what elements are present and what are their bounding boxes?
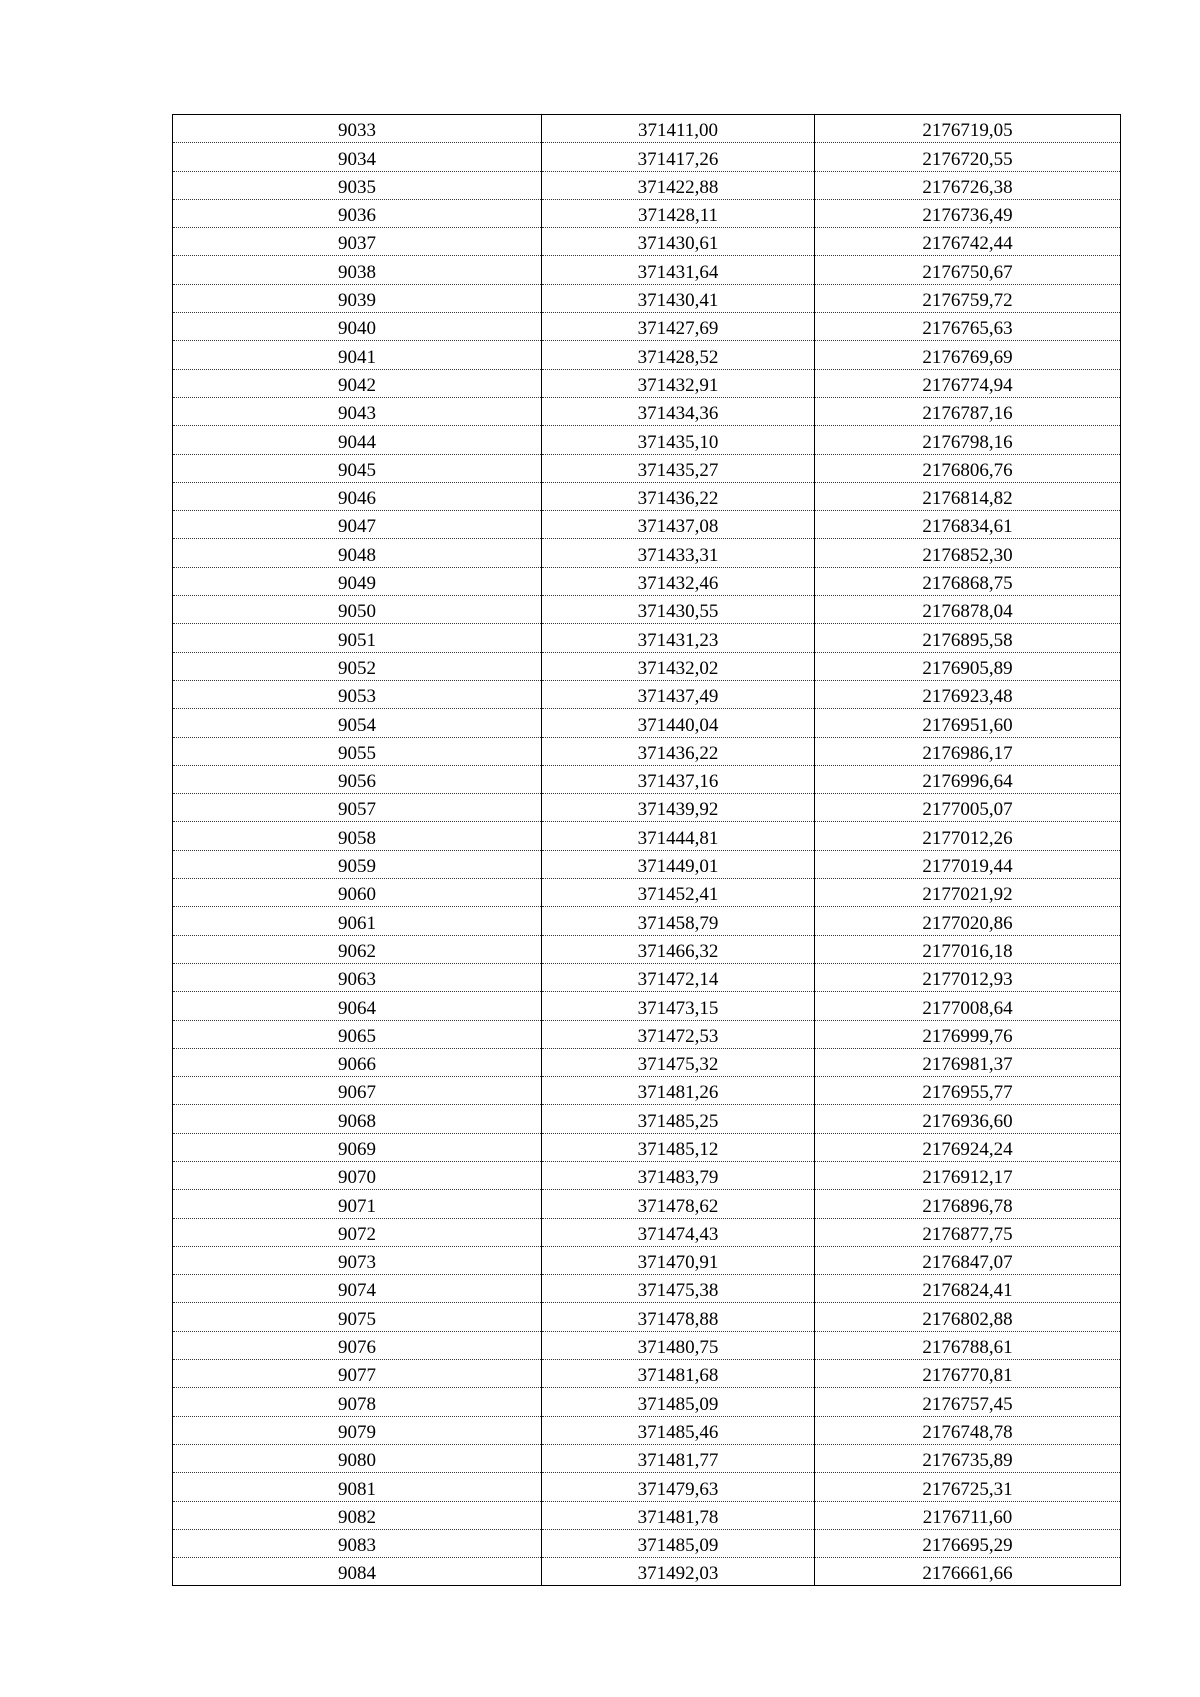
table-row xyxy=(173,850,1121,878)
y-coordinate-cell: 2176986,17 xyxy=(815,737,1121,765)
x-coordinate-cell: 371444,81 xyxy=(542,822,815,850)
y-coordinate-cell: 2177008,64 xyxy=(815,992,1121,1020)
point-number-cell: 9036 xyxy=(173,199,542,227)
point-number-cell: 9063 xyxy=(173,963,542,991)
x-coordinate-cell: 371485,46 xyxy=(542,1416,815,1444)
x-coordinate-cell: 371474,43 xyxy=(542,1218,815,1246)
point-number-cell: 9068 xyxy=(173,1105,542,1133)
x-coordinate-cell: 371422,88 xyxy=(542,171,815,199)
y-coordinate-cell: 2176834,61 xyxy=(815,511,1121,539)
y-coordinate-cell: 2176661,66 xyxy=(815,1558,1121,1586)
y-coordinate-cell: 2176774,94 xyxy=(815,369,1121,397)
y-coordinate-cell: 2177012,93 xyxy=(815,963,1121,991)
point-number-cell: 9084 xyxy=(173,1558,542,1586)
x-coordinate-cell: 371439,92 xyxy=(542,794,815,822)
x-coordinate-cell: 371437,16 xyxy=(542,765,815,793)
y-coordinate-cell: 2176742,44 xyxy=(815,228,1121,256)
point-number-cell: 9050 xyxy=(173,596,542,624)
point-number-cell: 9041 xyxy=(173,341,542,369)
point-number-cell: 9067 xyxy=(173,1077,542,1105)
point-number-cell: 9076 xyxy=(173,1331,542,1359)
x-coordinate-cell: 371449,01 xyxy=(542,850,815,878)
y-coordinate-cell: 2176725,31 xyxy=(815,1473,1121,1501)
point-number-cell: 9079 xyxy=(173,1416,542,1444)
point-number-cell: 9046 xyxy=(173,482,542,510)
x-coordinate-cell: 371478,88 xyxy=(542,1303,815,1331)
y-coordinate-cell: 2176770,81 xyxy=(815,1360,1121,1388)
x-coordinate-cell: 371430,41 xyxy=(542,284,815,312)
y-coordinate-cell: 2176757,45 xyxy=(815,1388,1121,1416)
x-coordinate-cell: 371430,61 xyxy=(542,228,815,256)
point-number-cell: 9069 xyxy=(173,1133,542,1161)
x-coordinate-cell: 371466,32 xyxy=(542,935,815,963)
x-coordinate-cell: 371428,52 xyxy=(542,341,815,369)
y-coordinate-cell: 2176852,30 xyxy=(815,539,1121,567)
table-row xyxy=(173,1246,1121,1274)
x-coordinate-cell: 371436,22 xyxy=(542,482,815,510)
x-coordinate-cell: 371428,11 xyxy=(542,199,815,227)
y-coordinate-cell: 2177005,07 xyxy=(815,794,1121,822)
x-coordinate-cell: 371481,78 xyxy=(542,1501,815,1529)
table-row xyxy=(173,1048,1121,1076)
table-row xyxy=(173,369,1121,397)
point-number-cell: 9073 xyxy=(173,1246,542,1274)
y-coordinate-cell: 2176895,58 xyxy=(815,624,1121,652)
point-number-cell: 9066 xyxy=(173,1048,542,1076)
x-coordinate-cell: 371472,14 xyxy=(542,963,815,991)
y-coordinate-cell: 2177016,18 xyxy=(815,935,1121,963)
y-coordinate-cell: 2176868,75 xyxy=(815,567,1121,595)
x-coordinate-cell: 371470,91 xyxy=(542,1246,815,1274)
y-coordinate-cell: 2176999,76 xyxy=(815,1020,1121,1048)
y-coordinate-cell: 2176936,60 xyxy=(815,1105,1121,1133)
table-row xyxy=(173,1077,1121,1105)
table-row xyxy=(173,1331,1121,1359)
x-coordinate-cell: 371434,36 xyxy=(542,397,815,425)
point-number-cell: 9077 xyxy=(173,1360,542,1388)
table-row xyxy=(173,1218,1121,1246)
y-coordinate-cell: 2176951,60 xyxy=(815,709,1121,737)
y-coordinate-cell: 2176759,72 xyxy=(815,284,1121,312)
x-coordinate-cell: 371435,10 xyxy=(542,426,815,454)
x-coordinate-cell: 371427,69 xyxy=(542,313,815,341)
x-coordinate-cell: 371485,09 xyxy=(542,1388,815,1416)
y-coordinate-cell: 2176996,64 xyxy=(815,765,1121,793)
table-row xyxy=(173,567,1121,595)
table-row xyxy=(173,737,1121,765)
x-coordinate-cell: 371430,55 xyxy=(542,596,815,624)
coordinates-table xyxy=(172,114,1121,1586)
table-row xyxy=(173,822,1121,850)
point-number-cell: 9048 xyxy=(173,539,542,567)
point-number-cell: 9075 xyxy=(173,1303,542,1331)
table-row xyxy=(173,1105,1121,1133)
y-coordinate-cell: 2176765,63 xyxy=(815,313,1121,341)
table-row xyxy=(173,1360,1121,1388)
table-row xyxy=(173,115,1121,143)
y-coordinate-cell: 2177020,86 xyxy=(815,907,1121,935)
y-coordinate-cell: 2176736,49 xyxy=(815,199,1121,227)
point-number-cell: 9038 xyxy=(173,256,542,284)
point-number-cell: 9056 xyxy=(173,765,542,793)
table-row xyxy=(173,596,1121,624)
x-coordinate-cell: 371481,26 xyxy=(542,1077,815,1105)
x-coordinate-cell: 371431,64 xyxy=(542,256,815,284)
table-row xyxy=(173,1501,1121,1529)
table-row xyxy=(173,511,1121,539)
point-number-cell: 9083 xyxy=(173,1529,542,1557)
y-coordinate-cell: 2176912,17 xyxy=(815,1161,1121,1189)
y-coordinate-cell: 2176769,69 xyxy=(815,341,1121,369)
y-coordinate-cell: 2177019,44 xyxy=(815,850,1121,878)
y-coordinate-cell: 2177012,26 xyxy=(815,822,1121,850)
point-number-cell: 9080 xyxy=(173,1444,542,1472)
y-coordinate-cell: 2176847,07 xyxy=(815,1246,1121,1274)
table-row xyxy=(173,143,1121,171)
x-coordinate-cell: 371481,77 xyxy=(542,1444,815,1472)
point-number-cell: 9053 xyxy=(173,680,542,708)
point-number-cell: 9051 xyxy=(173,624,542,652)
table-row xyxy=(173,992,1121,1020)
point-number-cell: 9057 xyxy=(173,794,542,822)
x-coordinate-cell: 371485,25 xyxy=(542,1105,815,1133)
x-coordinate-cell: 371481,68 xyxy=(542,1360,815,1388)
x-coordinate-cell: 371485,12 xyxy=(542,1133,815,1161)
y-coordinate-cell: 2176798,16 xyxy=(815,426,1121,454)
point-number-cell: 9034 xyxy=(173,143,542,171)
x-coordinate-cell: 371431,23 xyxy=(542,624,815,652)
x-coordinate-cell: 371411,00 xyxy=(542,115,815,143)
coordinates-table-body xyxy=(173,115,1121,1586)
table-row xyxy=(173,482,1121,510)
x-coordinate-cell: 371433,31 xyxy=(542,539,815,567)
x-coordinate-cell: 371452,41 xyxy=(542,879,815,907)
table-row xyxy=(173,228,1121,256)
y-coordinate-cell: 2176905,89 xyxy=(815,652,1121,680)
x-coordinate-cell: 371473,15 xyxy=(542,992,815,1020)
x-coordinate-cell: 371479,63 xyxy=(542,1473,815,1501)
point-number-cell: 9039 xyxy=(173,284,542,312)
point-number-cell: 9047 xyxy=(173,511,542,539)
table-row xyxy=(173,1190,1121,1218)
x-coordinate-cell: 371440,04 xyxy=(542,709,815,737)
point-number-cell: 9065 xyxy=(173,1020,542,1048)
y-coordinate-cell: 2176695,29 xyxy=(815,1529,1121,1557)
table-row xyxy=(173,1529,1121,1557)
table-row xyxy=(173,794,1121,822)
x-coordinate-cell: 371492,03 xyxy=(542,1558,815,1586)
point-number-cell: 9071 xyxy=(173,1190,542,1218)
y-coordinate-cell: 2176788,61 xyxy=(815,1331,1121,1359)
point-number-cell: 9081 xyxy=(173,1473,542,1501)
table-row xyxy=(173,171,1121,199)
table-row xyxy=(173,284,1121,312)
x-coordinate-cell: 371417,26 xyxy=(542,143,815,171)
point-number-cell: 9044 xyxy=(173,426,542,454)
x-coordinate-cell: 371475,32 xyxy=(542,1048,815,1076)
table-row xyxy=(173,765,1121,793)
table-row xyxy=(173,1416,1121,1444)
table-row xyxy=(173,341,1121,369)
point-number-cell: 9059 xyxy=(173,850,542,878)
table-row xyxy=(173,313,1121,341)
y-coordinate-cell: 2176896,78 xyxy=(815,1190,1121,1218)
point-number-cell: 9055 xyxy=(173,737,542,765)
x-coordinate-cell: 371436,22 xyxy=(542,737,815,765)
point-number-cell: 9054 xyxy=(173,709,542,737)
y-coordinate-cell: 2176877,75 xyxy=(815,1218,1121,1246)
point-number-cell: 9045 xyxy=(173,454,542,482)
x-coordinate-cell: 371437,49 xyxy=(542,680,815,708)
point-number-cell: 9061 xyxy=(173,907,542,935)
table-row xyxy=(173,1388,1121,1416)
y-coordinate-cell: 2176719,05 xyxy=(815,115,1121,143)
point-number-cell: 9049 xyxy=(173,567,542,595)
table-row xyxy=(173,539,1121,567)
table-row xyxy=(173,709,1121,737)
y-coordinate-cell: 2176924,24 xyxy=(815,1133,1121,1161)
point-number-cell: 9072 xyxy=(173,1218,542,1246)
x-coordinate-cell: 371437,08 xyxy=(542,511,815,539)
point-number-cell: 9043 xyxy=(173,397,542,425)
point-number-cell: 9058 xyxy=(173,822,542,850)
y-coordinate-cell: 2177021,92 xyxy=(815,879,1121,907)
y-coordinate-cell: 2176824,41 xyxy=(815,1275,1121,1303)
point-number-cell: 9060 xyxy=(173,879,542,907)
table-row xyxy=(173,879,1121,907)
table-row xyxy=(173,1558,1121,1586)
x-coordinate-cell: 371485,09 xyxy=(542,1529,815,1557)
table-row xyxy=(173,680,1121,708)
x-coordinate-cell: 371432,46 xyxy=(542,567,815,595)
table-row xyxy=(173,1303,1121,1331)
y-coordinate-cell: 2176955,77 xyxy=(815,1077,1121,1105)
table-row xyxy=(173,397,1121,425)
table-row xyxy=(173,963,1121,991)
point-number-cell: 9062 xyxy=(173,935,542,963)
table-row xyxy=(173,1473,1121,1501)
point-number-cell: 9052 xyxy=(173,652,542,680)
y-coordinate-cell: 2176726,38 xyxy=(815,171,1121,199)
table-row xyxy=(173,426,1121,454)
table-row xyxy=(173,1161,1121,1189)
point-number-cell: 9037 xyxy=(173,228,542,256)
y-coordinate-cell: 2176720,55 xyxy=(815,143,1121,171)
x-coordinate-cell: 371432,02 xyxy=(542,652,815,680)
x-coordinate-cell: 371475,38 xyxy=(542,1275,815,1303)
table-row xyxy=(173,1020,1121,1048)
x-coordinate-cell: 371478,62 xyxy=(542,1190,815,1218)
table-row xyxy=(173,652,1121,680)
y-coordinate-cell: 2176748,78 xyxy=(815,1416,1121,1444)
x-coordinate-cell: 371480,75 xyxy=(542,1331,815,1359)
x-coordinate-cell: 371435,27 xyxy=(542,454,815,482)
y-coordinate-cell: 2176787,16 xyxy=(815,397,1121,425)
y-coordinate-cell: 2176981,37 xyxy=(815,1048,1121,1076)
x-coordinate-cell: 371458,79 xyxy=(542,907,815,935)
y-coordinate-cell: 2176750,67 xyxy=(815,256,1121,284)
y-coordinate-cell: 2176735,89 xyxy=(815,1444,1121,1472)
table-row xyxy=(173,454,1121,482)
y-coordinate-cell: 2176711,60 xyxy=(815,1501,1121,1529)
point-number-cell: 9078 xyxy=(173,1388,542,1416)
point-number-cell: 9070 xyxy=(173,1161,542,1189)
table-row xyxy=(173,256,1121,284)
table-row xyxy=(173,1133,1121,1161)
y-coordinate-cell: 2176878,04 xyxy=(815,596,1121,624)
table-row xyxy=(173,935,1121,963)
point-number-cell: 9074 xyxy=(173,1275,542,1303)
table-row xyxy=(173,199,1121,227)
table-row xyxy=(173,907,1121,935)
point-number-cell: 9042 xyxy=(173,369,542,397)
y-coordinate-cell: 2176923,48 xyxy=(815,680,1121,708)
table-row xyxy=(173,1444,1121,1472)
point-number-cell: 9033 xyxy=(173,115,542,143)
point-number-cell: 9064 xyxy=(173,992,542,1020)
x-coordinate-cell: 371483,79 xyxy=(542,1161,815,1189)
x-coordinate-cell: 371432,91 xyxy=(542,369,815,397)
x-coordinate-cell: 371472,53 xyxy=(542,1020,815,1048)
y-coordinate-cell: 2176814,82 xyxy=(815,482,1121,510)
table-row xyxy=(173,624,1121,652)
point-number-cell: 9035 xyxy=(173,171,542,199)
y-coordinate-cell: 2176802,88 xyxy=(815,1303,1121,1331)
y-coordinate-cell: 2176806,76 xyxy=(815,454,1121,482)
point-number-cell: 9040 xyxy=(173,313,542,341)
table-row xyxy=(173,1275,1121,1303)
point-number-cell: 9082 xyxy=(173,1501,542,1529)
